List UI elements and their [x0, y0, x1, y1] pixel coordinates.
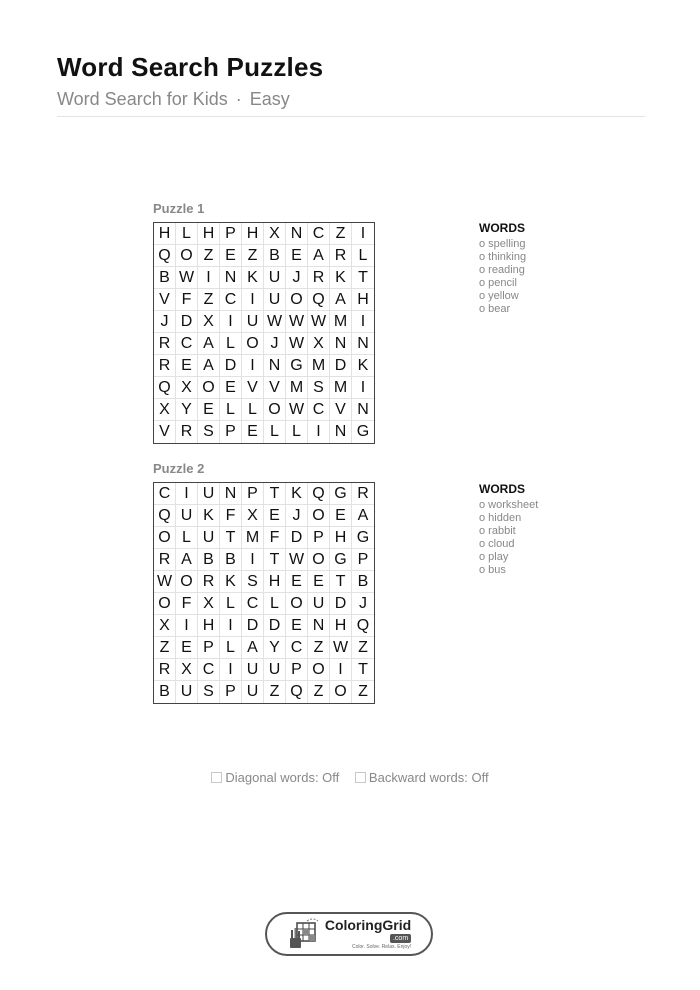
grid-cell: J: [352, 593, 374, 615]
letter-grid: [153, 482, 375, 704]
grid-cell: Q: [154, 245, 176, 267]
grid-cell: C: [220, 289, 242, 311]
grid-cell: Z: [198, 245, 220, 267]
grid-cell: B: [198, 549, 220, 571]
grid-cell: T: [330, 571, 352, 593]
grid-cell: I: [242, 289, 264, 311]
grid-cell: U: [264, 289, 286, 311]
grid-cell: P: [220, 223, 242, 245]
grid-cell: O: [176, 245, 198, 267]
grid-cell: I: [176, 483, 198, 505]
grid-cell: A: [308, 245, 330, 267]
grid-cell: X: [154, 615, 176, 637]
grid-cell: W: [286, 333, 308, 355]
grid-cell: R: [154, 659, 176, 681]
words-items: [479, 499, 538, 577]
grid-cell: C: [308, 223, 330, 245]
grid-cell: Q: [308, 289, 330, 311]
grid-cell: L: [220, 333, 242, 355]
grid-cell: H: [154, 223, 176, 245]
grid-cell: R: [352, 483, 374, 505]
grid-cell: G: [330, 483, 352, 505]
grid-cell: P: [198, 637, 220, 659]
grid-cell: C: [308, 399, 330, 421]
grid-cell: D: [220, 355, 242, 377]
grid-cell: L: [264, 593, 286, 615]
grid-cell: M: [286, 377, 308, 399]
grid-cell: O: [242, 333, 264, 355]
word-item: o yellow: [479, 290, 519, 302]
grid-cell: L: [220, 637, 242, 659]
word-list-1: [479, 220, 526, 316]
grid-cell: Q: [154, 377, 176, 399]
grid-cell: P: [220, 421, 242, 443]
grid-cell: K: [286, 483, 308, 505]
grid-cell: L: [220, 593, 242, 615]
grid-cell: I: [242, 355, 264, 377]
grid-cell: I: [352, 223, 374, 245]
grid-cell: X: [176, 659, 198, 681]
grid-cell: K: [352, 355, 374, 377]
grid-cell: E: [286, 615, 308, 637]
grid-cell: R: [154, 355, 176, 377]
grid-cell: V: [154, 289, 176, 311]
subtitle-separator: ·: [235, 89, 242, 109]
checkbox-icon: [211, 772, 222, 783]
grid-cell: U: [264, 659, 286, 681]
grid-cell: A: [198, 333, 220, 355]
grid-cell: N: [352, 399, 374, 421]
grid-cell: K: [242, 267, 264, 289]
grid-cell: T: [220, 527, 242, 549]
grid-cell: X: [198, 593, 220, 615]
grid-cell: G: [356, 423, 370, 440]
grid-cell: R: [154, 549, 176, 571]
grid-cell: T: [352, 267, 374, 289]
puzzle-options: [0, 770, 700, 785]
grid-cell: Z: [308, 681, 330, 703]
grid-cell: A: [198, 355, 220, 377]
grid-cell: I: [220, 659, 242, 681]
checkbox-icon: [355, 772, 366, 783]
grid-cell: D: [264, 615, 286, 637]
grid-cell: O: [286, 289, 308, 311]
grid-cell: I: [176, 615, 198, 637]
grid-cell: S: [198, 421, 220, 443]
grid-cell: D: [176, 311, 198, 333]
word-item: o bear: [479, 303, 511, 315]
grid-cell: K: [220, 571, 242, 593]
grid-cell: O: [176, 571, 198, 593]
grid-cell: H: [198, 615, 220, 637]
grid-cell: O: [308, 505, 330, 527]
grid-cell: S: [242, 571, 264, 593]
backward-option: [355, 770, 489, 785]
grid-cell: I: [330, 659, 352, 681]
grid-cell: Q: [286, 681, 308, 703]
grid-cell: I: [352, 311, 374, 333]
grid-cell: N: [220, 267, 242, 289]
grid-cell: Z: [330, 223, 352, 245]
grid-cell: H: [198, 223, 220, 245]
grid-cell: Y: [176, 399, 198, 421]
grid-cell: B: [154, 267, 176, 289]
grid-cell: M: [242, 527, 264, 549]
grid-cell: A: [352, 505, 374, 527]
grid-cell: Z: [264, 681, 286, 703]
grid-cell: I: [352, 377, 374, 399]
coloringgrid-logo: [265, 912, 433, 956]
word-item: o rabbit: [479, 525, 516, 537]
grid-cell: D: [286, 527, 308, 549]
grid-cell: U: [308, 593, 330, 615]
grid-cell: U: [176, 681, 198, 703]
grid-cell: X: [242, 505, 264, 527]
grid-cell: P: [308, 527, 330, 549]
grid-cell: T: [264, 483, 286, 505]
page-subtitle: [57, 87, 645, 111]
word-item: o bus: [479, 564, 506, 576]
grid-cell: V: [154, 421, 176, 443]
grid-cell: E: [220, 377, 242, 399]
grid-cell: V: [242, 377, 264, 399]
grid-cell: L: [242, 399, 264, 421]
grid-cell: G: [286, 355, 308, 377]
grid-cell: B: [154, 681, 176, 703]
grid-cell: Q: [352, 615, 374, 637]
page-title: Word Search Puzzles: [57, 52, 324, 82]
grid-cell: D: [330, 593, 352, 615]
grid-cell: Z: [358, 683, 368, 700]
grid-cell: X: [264, 223, 286, 245]
grid-cell: W: [330, 637, 352, 659]
crayon-grid-icon: [287, 918, 319, 950]
diagonal-option: [211, 770, 339, 785]
grid-cell: E: [176, 637, 198, 659]
grid-cell: O: [286, 593, 308, 615]
grid-cell: U: [242, 311, 264, 333]
grid-cell: U: [198, 483, 220, 505]
grid-cell: J: [286, 267, 308, 289]
grid-cell: U: [242, 681, 264, 703]
grid-cell: U: [198, 527, 220, 549]
difficulty-level: Easy: [249, 89, 290, 109]
grid-cell: C: [198, 659, 220, 681]
grid-cell: A: [242, 637, 264, 659]
grid-cell: F: [176, 289, 198, 311]
grid-cell: I: [220, 311, 242, 333]
grid-cell: M: [330, 377, 352, 399]
grid-cell: N: [308, 615, 330, 637]
grid-cell: A: [330, 289, 352, 311]
grid-cell: O: [264, 399, 286, 421]
word-item: o hidden: [479, 512, 522, 524]
grid-cell: D: [330, 355, 352, 377]
diagonal-label: Diagonal words: Off: [225, 770, 340, 785]
grid-cell: N: [352, 333, 374, 355]
grid-cell: T: [264, 549, 286, 571]
word-item: o thinking: [479, 251, 527, 263]
grid-cell: L: [264, 421, 286, 443]
grid-cell: U: [264, 267, 286, 289]
grid-cell: O: [154, 527, 176, 549]
grid-cell: C: [176, 333, 198, 355]
grid-cell: O: [154, 593, 176, 615]
page-header: [57, 50, 645, 111]
grid-cell: E: [308, 571, 330, 593]
grid-cell: B: [220, 549, 242, 571]
grid-cell: O: [308, 549, 330, 571]
grid-cell: I: [308, 421, 330, 443]
grid-cell: P: [352, 549, 374, 571]
words-heading: WORDS: [479, 221, 525, 235]
grid-cell: O: [198, 377, 220, 399]
word-item: o worksheet: [479, 499, 539, 511]
grid-cell: F: [264, 527, 286, 549]
grid-cell: R: [308, 267, 330, 289]
grid-cell: P: [220, 681, 242, 703]
grid-cell: N: [330, 421, 352, 443]
header-divider: [57, 116, 645, 117]
grid-cell: G: [352, 527, 374, 549]
grid-cell: Z: [352, 637, 374, 659]
grid-cell: K: [198, 505, 220, 527]
word-list-2: [479, 481, 538, 577]
grid-cell: N: [220, 483, 242, 505]
grid-cell: V: [264, 377, 286, 399]
grid-cell: P: [286, 659, 308, 681]
grid-cell: W: [308, 311, 330, 333]
grid-cell: I: [198, 267, 220, 289]
words-heading: WORDS: [479, 482, 525, 496]
grid-cell: M: [308, 355, 330, 377]
grid-cell: X: [308, 333, 330, 355]
grid-cell: E: [330, 505, 352, 527]
grid-cell: C: [154, 483, 176, 505]
grid-cell: R: [198, 571, 220, 593]
grid-cell: I: [220, 615, 242, 637]
grid-cell: F: [176, 593, 198, 615]
grid-cell: X: [176, 377, 198, 399]
grid-cell: X: [154, 399, 176, 421]
words-items: [479, 238, 526, 316]
word-item: o play: [479, 551, 509, 563]
grid-cell: E: [198, 399, 220, 421]
grid-cell: E: [176, 355, 198, 377]
grid-cell: W: [264, 311, 286, 333]
grid-cell: K: [330, 267, 352, 289]
word-item: o reading: [479, 264, 525, 276]
word-item: o pencil: [479, 277, 517, 289]
grid-cell: W: [154, 571, 176, 593]
grid-cell: C: [286, 637, 308, 659]
grid-cell: H: [242, 223, 264, 245]
grid-cell: E: [220, 245, 242, 267]
grid-cell: F: [220, 505, 242, 527]
grid-cell: L: [220, 399, 242, 421]
grid-cell: W: [176, 267, 198, 289]
grid-cell: L: [352, 245, 374, 267]
grid-cell: Q: [154, 505, 176, 527]
grid-cell: E: [242, 421, 264, 443]
grid-cell: Y: [264, 637, 286, 659]
grid-cell: N: [330, 333, 352, 355]
grid-cell: B: [264, 245, 286, 267]
grid-cell: P: [242, 483, 264, 505]
grid-cell: A: [176, 549, 198, 571]
grid-cell: W: [286, 311, 308, 333]
grid-cell: H: [352, 289, 374, 311]
grid-cell: J: [154, 311, 176, 333]
puzzle-label: Puzzle 1: [153, 201, 205, 216]
grid-cell: E: [286, 571, 308, 593]
grid-cell: J: [264, 333, 286, 355]
grid-cell: N: [264, 355, 286, 377]
grid-cell: T: [352, 659, 374, 681]
grid-cell: D: [242, 615, 264, 637]
grid-cell: C: [242, 593, 264, 615]
grid-cell: L: [286, 421, 308, 443]
grid-cell: X: [198, 311, 220, 333]
grid-cell: O: [330, 681, 352, 703]
grid-cell: Z: [198, 289, 220, 311]
grid-cell: L: [176, 527, 198, 549]
puzzle-label: Puzzle 2: [153, 461, 205, 476]
grid-cell: U: [242, 659, 264, 681]
grid-cell: R: [176, 421, 198, 443]
grid-cell: H: [264, 571, 286, 593]
grid-cell: E: [264, 505, 286, 527]
grid-cell: W: [286, 399, 308, 421]
letter-grid: [153, 222, 375, 444]
grid-cell: Q: [308, 483, 330, 505]
logo-name: ColoringGrid: [324, 917, 412, 933]
grid-cell: S: [308, 377, 330, 399]
backward-label: Backward words: Off: [368, 770, 489, 785]
word-item: o cloud: [479, 538, 515, 550]
grid-cell: R: [154, 333, 176, 355]
grid-cell: H: [330, 527, 352, 549]
grid-cell: G: [330, 549, 352, 571]
grid-cell: W: [286, 549, 308, 571]
grid-cell: O: [308, 659, 330, 681]
grid-cell: I: [242, 549, 264, 571]
logo-tagline: Color. Solve. Relax. Enjoy!: [351, 944, 412, 950]
grid-cell: R: [330, 245, 352, 267]
puzzle-1: [153, 201, 370, 440]
logo-domain: .com: [390, 934, 411, 943]
subtitle-category: Word Search for Kids: [57, 89, 228, 109]
grid-cell: J: [286, 505, 308, 527]
grid-cell: N: [286, 223, 308, 245]
grid-cell: V: [330, 399, 352, 421]
grid-cell: Z: [308, 637, 330, 659]
grid-cell: Z: [242, 245, 264, 267]
word-item: o spelling: [479, 238, 526, 250]
grid-cell: S: [198, 681, 220, 703]
grid-cell: H: [330, 615, 352, 637]
grid-cell: L: [176, 223, 198, 245]
grid-cell: B: [352, 571, 374, 593]
grid-cell: U: [176, 505, 198, 527]
grid-cell: E: [286, 245, 308, 267]
grid-cell: Z: [154, 637, 176, 659]
grid-cell: M: [330, 311, 352, 333]
puzzle-2: [153, 461, 370, 700]
